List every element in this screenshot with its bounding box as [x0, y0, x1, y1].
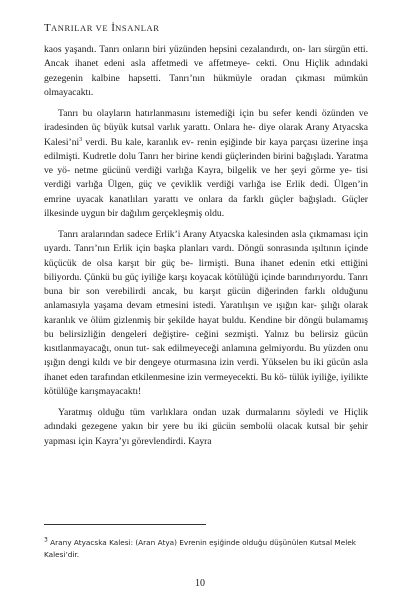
text-line: Tanrı aralarından sadece Erlik’i Arany Atyacska kalesinden asla [58, 229, 307, 240]
paragraph-4 [44, 406, 368, 449]
header-initial-2: İ [111, 22, 116, 34]
footnote-marker: 3 [44, 536, 48, 544]
text-line: anlamasıyla yaşama devam etmesini istedi. Yaratılışın ve ışığın kar- [44, 300, 317, 312]
header-smallcaps-1: ANRILAR VE [51, 23, 109, 33]
text-line: ve Hiçlik adındaki gezegene yakın bir yere bu iki gücün sembolü [44, 407, 368, 433]
text-line: renin eşiğinde bir kaya parçası üzerine inşa edilmişti. Kudretle dolu [44, 136, 368, 162]
text-line: hükmüyle oradan çıkması mümkün olmayacaktı. [44, 72, 368, 98]
text-line: şılığı olarak karanlık ve ölüm gizlenmiş bir şekilde hayat buldu. [44, 300, 368, 326]
text-line: ları sürgün etti. Ancak ihanet edeni asla affetmedi ve affetmeye- [44, 44, 368, 70]
text-line: Tanrı her birine kendi güçlerinden birini bağışladı. Yaratma ve yö- [44, 150, 368, 176]
paragraph-2 [44, 107, 368, 221]
text-line: lirmişti. Buna ihanet edenin etki ettiğini biliyordu. Çünkü bu güç [44, 257, 368, 283]
text-line: son verebilirdi ancak, bu karşıt gücün diğerinden farklı olduğunu [86, 286, 368, 297]
text-line: tisi verdiği varlığa Ülgen, güç ve çeviklik verdiği varlığa ise Erlik [44, 165, 368, 191]
text-line: Tanrı bu olayların hatırlanmasını istemediği için bu sefer kendi [58, 108, 318, 119]
text-line: cekti. Onu Hiçlik adındaki gezegenin kalbine hapsetti. Tanrı’nın [44, 58, 368, 84]
footnote-reference[interactable]: 3 [79, 136, 83, 143]
text-line: kaos yaşandı. Tanrı onların biri yüzünden hepsini cezalandırdı, on- [44, 44, 306, 55]
text-line: diye olarak Arany Atyacska Kalesi’ni [44, 122, 368, 148]
text-line: Kendine bir döngü bulamamış bu belirsizliğin dengeleri değiştire- [44, 314, 368, 340]
text-line: oldu. [204, 207, 225, 219]
text-line: çıkmaması için uyardı. Tanrı’nın Erlik için başka planları vardı. [44, 229, 368, 255]
header-initial-1: T [44, 22, 52, 34]
header-smallcaps-2: NSANLAR [115, 23, 160, 33]
text-line: iyiliğe karşı koyacak kötülüğü içinde barındırıyordu. Tanrı buna bir [44, 271, 368, 297]
running-header [44, 22, 160, 34]
text-line: verdi. Bu kale, karanlık ev- [82, 136, 194, 148]
text-line: netme gücünü verdiği varlığa Kayra, bilgelik ve her şeyi görme ye- [74, 165, 352, 176]
text-line: sak edilmeyeceği anlamına gelmiyordu. Bu yüzden onu ışığın dengi [44, 343, 368, 369]
text-line: tülük iyiliğe, iyilikte kötülüğe karışmayacaktı! [44, 371, 368, 397]
paragraph-1 [44, 43, 368, 100]
text-line: dedi. Ülgen’in emrine uyacak kanatlıları yarattı ve onlara da farklı [44, 179, 369, 205]
body-text [44, 43, 368, 449]
paragraph-3 [44, 228, 368, 399]
text-line: özünden ve iradesinden üç büyük kutsal varlık yarattı. Onlara he- [44, 108, 368, 134]
text-line: Döngü sonrasında ışıltının içinde küçücük de olsa karşıt bir güç be- [44, 243, 368, 269]
text-line: olacak kutsal bir şehir yapması için Kayra’yı görevlendirdi. Kayra [44, 421, 369, 447]
text-line: güçler bağışladı. Güçler ilkesinde uygun bir dağılım gerçekleşmiş [44, 193, 369, 219]
text-line: asla ihanet eden tarafından etkilenmesine izin vermeyecekti. Bu kö- [44, 357, 368, 383]
footnote [44, 537, 368, 561]
text-line: Yaratmış olduğu tüm varlıklara ondan uzak durmalarını söyledi [58, 407, 324, 418]
footnote-text: Arany Atyacska Kalesi: (Aran Atya) Evrenin eşiğinde olduğu düşünülen Kutsal Melek Kalesi’dir. [44, 538, 356, 559]
footnote-divider [44, 524, 206, 525]
page-number: 10 [195, 578, 205, 589]
text-line: ceğini sezmişti. Yalnız bu belirsiz gücün kısıtlanmayacağı, onun tut- [44, 328, 368, 354]
text-line: kıldı ve bir dengeye oturmasına izin verdi. Yükselen bu iki gücün [92, 357, 351, 369]
